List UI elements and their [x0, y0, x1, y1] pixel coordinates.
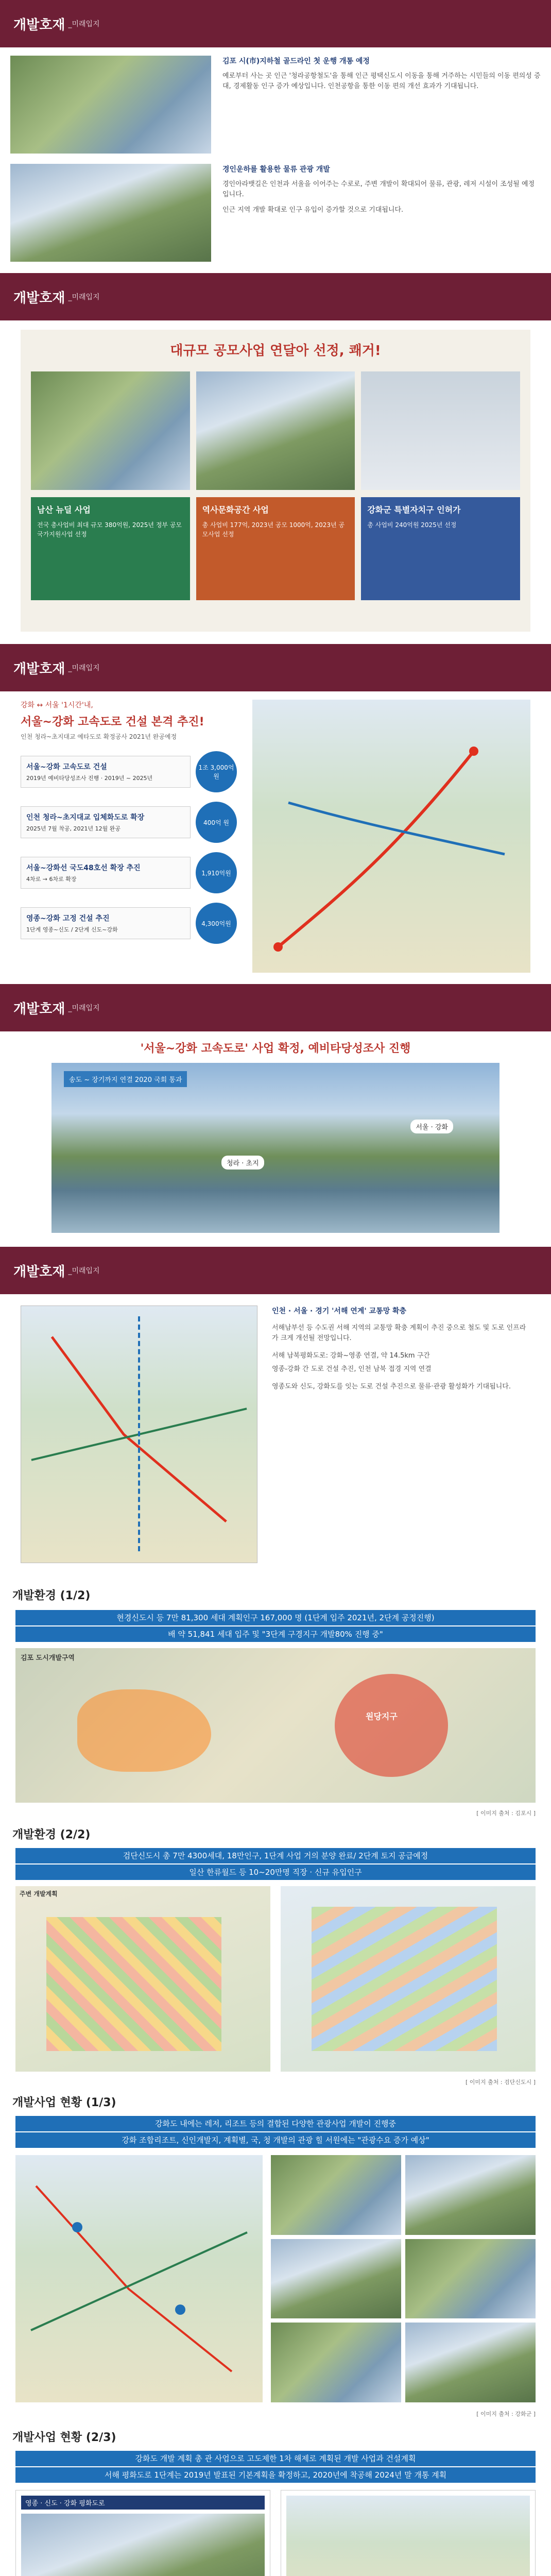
section-title: 개발환경 (2/2): [12, 1828, 91, 1841]
section-2: [0, 273, 551, 644]
aerial-photo: [10, 56, 211, 154]
banner-subtitle: _미래입지: [68, 293, 100, 301]
zoning-area: [46, 1917, 221, 2051]
image-caption: [ 이미지 출처 : 검단신도시 ]: [465, 2079, 536, 2086]
card-title: 역사문화공간 사업: [202, 505, 269, 515]
summary-line: 서해 평화도로 1단계는 2019년 발표된 기본계획을 확정하고, 2020년에 착공해 2024년 말 개통 계획: [15, 2467, 536, 2483]
resort-photo: [271, 2323, 401, 2402]
section-banner: [0, 1247, 551, 1294]
road-row: [21, 903, 237, 944]
traffic-map: [21, 1306, 257, 1563]
section-3: [0, 644, 551, 984]
card-desc: 총 사업비 240억원 2025년 선정: [367, 521, 457, 529]
section-banner: [0, 273, 551, 320]
photo-note: 송도 ~ 장기까지 연결 2020 국회 통과: [64, 1071, 187, 1087]
banner-subtitle: _미래입지: [68, 1267, 100, 1275]
banner-title: 개발호재: [13, 1264, 65, 1280]
row-title: 영종~강화 고정 건설 추진: [26, 914, 110, 923]
cost-badge: 1조 3,000억 원: [196, 751, 237, 792]
district-map: [15, 1648, 536, 1803]
project-card: [31, 497, 190, 600]
block-text: 경인아라뱃길은 인천과 서울을 이어주는 수로로, 주변 개발이 확대되어 물류, 관광, 레저 시설이 조성될 예정입니다.: [222, 180, 535, 198]
cost-badge: 4,300억원: [196, 903, 237, 944]
traffic-map-svg: [21, 1306, 257, 1563]
section-6: [0, 1577, 551, 1819]
section-7: [0, 1819, 551, 2087]
district-area: [77, 1689, 211, 1772]
resort-photo: [405, 2155, 536, 2235]
summary-line: 현경신도시 등 7만 81,300 세대 계획인구 167,000 명 (1단계 입주 2021년, 2단계 공정진행): [15, 1610, 536, 1625]
resort-photo: [405, 2239, 536, 2319]
section-title: 인천 · 서울 · 경기 '서해 연계' 교통망 확충: [272, 1307, 407, 1315]
summary-line: 배 약 51,841 세대 입주 및 "3단계 구경지구 개발80% 진행 중": [15, 1626, 536, 1642]
section-title: 개발사업 현황 (2/3): [12, 2431, 116, 2444]
card-desc: 전국 총사업비 최대 규모 380억원, 2025년 정부 공모 국가지원사업 선정: [37, 521, 182, 538]
cost-badge: 1,910억원: [196, 852, 237, 893]
section-title: 개발환경 (1/2): [12, 1589, 91, 1602]
project-panel: [15, 2490, 270, 2576]
section-4: [0, 984, 551, 1247]
summary-line: 검단신도시 총 7만 4300세대, 18만인구, 1단계 사업 거의 분양 완료/ 2단계 토지 공급예정: [15, 1848, 536, 1863]
row-desc: 2019년 예비타당성조사 진행 · 2019년 ~ 2025년: [26, 775, 153, 782]
resort-photo: [271, 2155, 401, 2235]
bridge-photo: [51, 1063, 500, 1233]
bridge-render: [21, 2514, 265, 2576]
summary-line: 강화도 내에는 레저, 리조트 등의 결합된 다양한 관광사업 개발이 진행중: [15, 2116, 536, 2131]
road-row: [21, 852, 237, 893]
summary-line: 일산 한류월드 등 10~20만명 직장 · 신규 유입인구: [15, 1865, 536, 1880]
block-text: 인근 지역 개발 확대로 인구 유입이 증가할 것으로 기대됩니다.: [222, 206, 404, 214]
banner-title: 개발호재: [13, 290, 65, 306]
route-map: [252, 700, 530, 973]
section-5: [0, 1247, 551, 1577]
road-row: [21, 802, 237, 843]
banner-title: 개발호재: [13, 1001, 65, 1017]
row-desc: 1단계 영종~신도 / 2단계 신도~강화: [26, 926, 118, 933]
resort-photo: [271, 2239, 401, 2319]
location-label: 청라 · 초지: [221, 1156, 264, 1170]
project-panel: [281, 2490, 536, 2576]
kicker: 강화 ↔ 서울 '1시간'내,: [21, 701, 93, 709]
project-card: [196, 497, 355, 600]
banner-subtitle: _미래입지: [68, 664, 100, 672]
row-desc: 4차로 → 6차로 확장: [26, 876, 77, 883]
headline: 대규모 공모사업 연달아 선정, 쾌거!: [170, 343, 381, 359]
block-text: 예로부터 사는 곳 인근 '청라공항철도'을 통해 인근 평택신도시 이동을 통해 거주하는 시민들의 이동 편의성 증대, 경제활동 인구 증가 예상입니다. 인천공항을 통한 이동 편의 개선 효과가 기대됩니다.: [222, 72, 541, 90]
bullet-text: 영종-강화 간 도로 건설 추진, 인천 남북 접경 지역 연결: [272, 1365, 432, 1373]
row-desc: 2025년 7월 착공, 2021년 12월 완공: [26, 825, 120, 832]
route-map-svg: [252, 700, 530, 973]
city-photo: [10, 164, 211, 262]
summary-line: 강화도 개발 계획 총 관 사업으로 고도제한 1차 해제로 계획된 개발 사업과 건설계획: [15, 2451, 536, 2466]
plan-map: [15, 1886, 270, 2072]
project-card: [361, 497, 520, 600]
card-title: 강화군 특별자치구 인허가: [367, 505, 461, 515]
image-caption: [ 이미지 출처 : 김포시 ]: [476, 1810, 536, 1817]
project-map: [15, 2155, 263, 2402]
row-title: 서울~강화선 국도48호선 확장 추진: [26, 864, 141, 872]
section-banner: [0, 644, 551, 691]
headline: 서울~강화 고속도로 건설 본격 추진!: [21, 716, 204, 728]
section-1: [0, 0, 551, 273]
row-title: 인천 청라~초지대교 입체화도로 확장: [26, 814, 145, 822]
banner-title: 개발호재: [13, 17, 65, 33]
zoning-area: [312, 1907, 497, 2051]
section-title: 개발사업 현황 (1/3): [12, 2096, 116, 2109]
card-desc: 총 사업비 177억, 2023년 공모 1000억, 2023년 공모사업 선정: [202, 521, 345, 538]
row-title: 서울~강화 고속도로 건설: [26, 763, 107, 771]
resort-photo: [405, 2323, 536, 2402]
project-map-svg: [15, 2155, 263, 2402]
card-title: 남산 뉴딜 사업: [37, 505, 91, 515]
road-map: [286, 2496, 530, 2576]
image-caption: [ 이미지 출처 : 강화군 ]: [476, 2411, 536, 2417]
section-9: [0, 2421, 551, 2576]
banner-subtitle: _미래입지: [68, 20, 100, 28]
project-photo: [31, 371, 190, 490]
banner-title: 개발호재: [13, 661, 65, 677]
district-label: 원당지구: [366, 1711, 398, 1721]
cost-badge: 400억 원: [196, 802, 237, 843]
section-banner: [0, 984, 551, 1031]
project-photo: [196, 371, 355, 490]
road-row: [21, 751, 237, 792]
bullet-text: 영종도와 신도, 강화도를 잇는 도로 건설 추진으로 물류·관광 활성화가 기대됩니다.: [272, 1383, 511, 1391]
block-title: 김포 시(市)지하철 골드라인 첫 운행 개통 예정: [222, 57, 370, 65]
subheadline: 인천 청라~초지대교 예타도로 확정공사 2021년 완공예정: [21, 733, 177, 740]
section-8: [0, 2087, 551, 2421]
block-title: 경인운하를 활용한 물류 관광 개발: [222, 165, 330, 174]
summary-line: 강화 조합리조트, 신인개발지, 계획별, 국, 청 개발의 관광 힐 서원에는 "관광수요 증가 예상": [15, 2132, 536, 2148]
panel-title: 영종 · 신도 · 강화 평화도로: [21, 2496, 265, 2510]
map-title: 주변 개발계획: [20, 1890, 58, 1897]
district-area: [335, 1674, 448, 1777]
banner-subtitle: _미래입지: [68, 1004, 100, 1012]
section-banner: [0, 0, 551, 47]
headline: '서울~강화 고속도로' 사업 확정, 예비타당성조사 진행: [140, 1042, 411, 1055]
location-label: 서울 · 강화: [410, 1120, 453, 1133]
map-title: 김포 도시개발구역: [21, 1654, 75, 1662]
project-photo: [361, 371, 520, 490]
bullet-text: 서해남부선 등 수도권 서해 지역의 교통망 확충 계획이 추진 중으로 철도 및 도로 인프라가 크게 개선될 전망입니다.: [272, 1324, 526, 1342]
plan-map: [281, 1886, 536, 2072]
bullet-text: 서해 남북평화도로: 강화~영종 연결, 약 14.5km 구간: [272, 1352, 430, 1360]
